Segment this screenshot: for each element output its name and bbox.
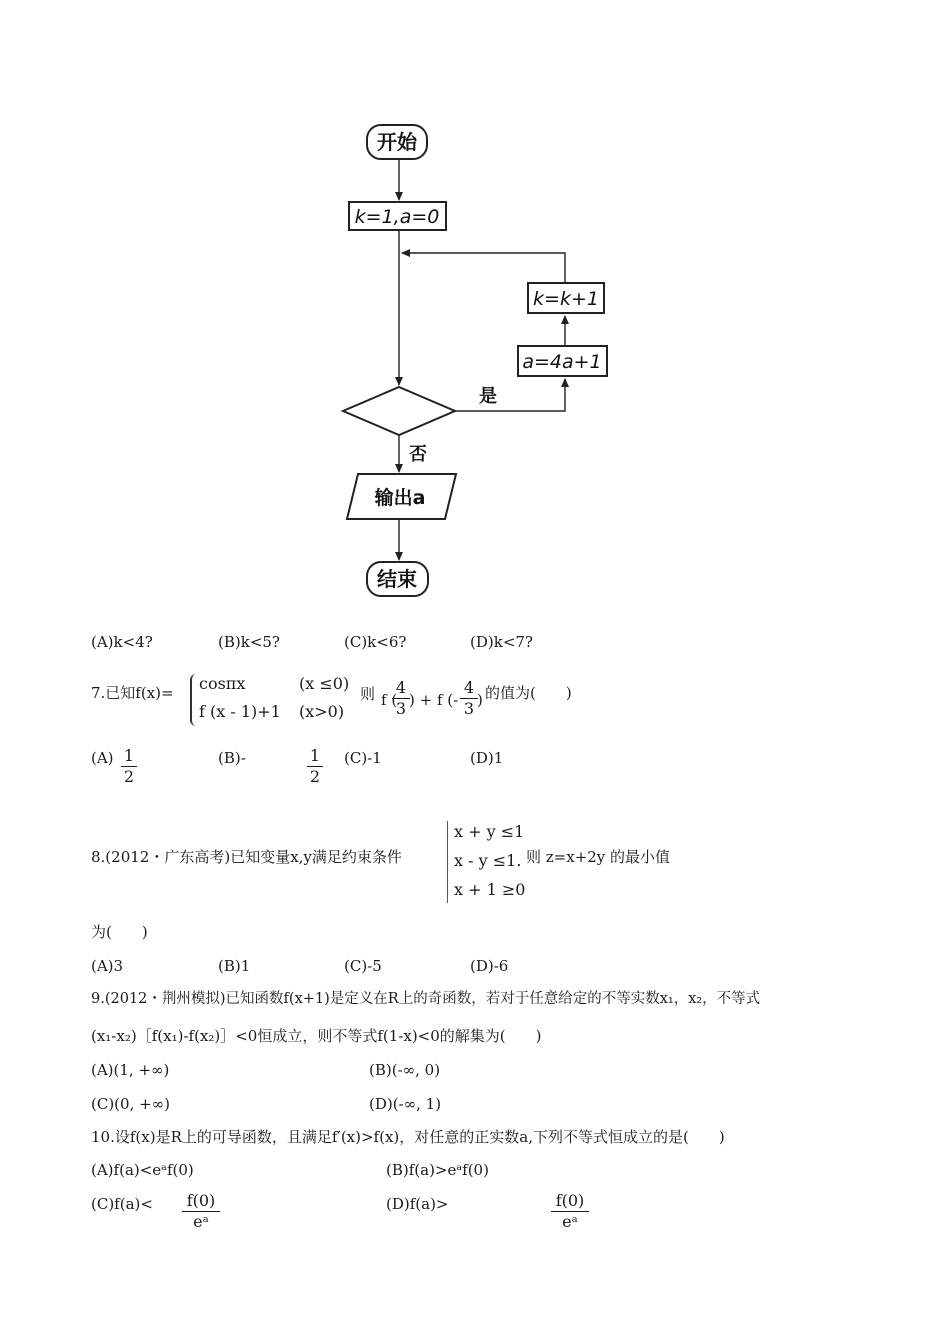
update-a-label: a=4a+1 (522, 351, 602, 373)
q7-frac-neg (460, 680, 478, 717)
q7-frac-pos (392, 680, 410, 717)
q6-option-c: (C)k<6? (344, 633, 407, 651)
q8-option-c: (C)-5 (344, 957, 382, 975)
q7-case2-expr: f (x - 1)+1 (199, 702, 281, 721)
q8-option-b: (B)1 (218, 957, 251, 975)
q7-option-b: (B)- (218, 749, 246, 767)
output-label: 输出a (374, 487, 426, 509)
q7-option-a-num: 1 (123, 746, 135, 765)
q7-plus-f-neg: ) + f (- (409, 691, 459, 709)
q8-constraint-1: x + y ≤1 (454, 822, 525, 841)
end-label: 结束 (377, 567, 417, 591)
q6-option-a: (A)k<4? (91, 633, 153, 651)
q7-tail: 的值为( ) (485, 684, 572, 702)
q8-tail: 则 z=x+2y 的最小值 (526, 848, 671, 866)
q10-option-a: (A)f(a)<eᵃf(0) (91, 1161, 194, 1179)
q8-line2: 为( ) (91, 923, 148, 941)
q7-brace (190, 674, 196, 726)
decision-diamond (343, 387, 455, 435)
q7-comma-then: 则 (360, 685, 376, 703)
q7-case1-expr: cosπx (199, 674, 246, 693)
q7-option-b-frac (307, 748, 323, 785)
q8-brace (447, 821, 448, 903)
q7-lead: 7.已知f(x)= (91, 684, 174, 702)
q7-frac-neg-num: 4 (463, 678, 475, 697)
q6-option-d: (D)k<7? (470, 633, 533, 651)
q7-option-c: (C)-1 (344, 749, 382, 767)
q7-close: ) (477, 691, 483, 709)
no-label: 否 (409, 444, 427, 465)
q7-frac-pos-num: 4 (395, 678, 407, 697)
q10-option-c: (C)f(a)< (91, 1195, 153, 1213)
q10-option-d-frac (551, 1193, 589, 1230)
q9-option-b: (B)(-∞, 0) (369, 1061, 441, 1079)
q9-line2: (x₁-x₂)［f(x₁)-f(x₂)］<0恒成立，则不等式f(1-x)<0的解集为( ) (91, 1027, 542, 1045)
q7-option-d: (D)1 (470, 749, 504, 767)
q9-line1: 9.(2012・荆州模拟)已知函数f(x+1)是定义在R上的奇函数，若对于任意给定的不等实数x₁，x₂，不等式 (91, 991, 761, 1007)
q7-option-a: (A) (91, 749, 114, 767)
q6-option-b: (B)k<5? (218, 633, 280, 651)
q9-option-d: (D)(-∞, 1) (369, 1095, 442, 1113)
q7-option-a-frac (121, 748, 137, 785)
q10-line1: 10.设f(x)是R上的可导函数，且满足f′(x)>f(x)，对任意的正实数a,下列不等式恒成立的是( ) (91, 1128, 725, 1146)
init-label: k=1,a=0 (354, 206, 440, 228)
q9-option-a: (A)(1, +∞) (91, 1061, 170, 1079)
q7-f-open: f ( (381, 691, 398, 709)
update-k-label: k=k+1 (533, 288, 599, 310)
q8-constraint-2: x - y ≤1. (454, 851, 522, 870)
q7-case2-cond: (x>0) (299, 702, 345, 721)
start-label: 开始 (377, 130, 417, 154)
q7-case1-cond: (x ≤0) (299, 674, 350, 693)
q10-option-c-num: f(0) (186, 1191, 216, 1210)
q10-option-d-den: eᵃ (562, 1212, 578, 1231)
q7-frac-pos-den: 3 (395, 699, 407, 718)
q8-lead: 8.(2012・广东高考)已知变量x,y满足约束条件 (91, 848, 402, 866)
yes-label: 是 (479, 386, 497, 407)
q9-option-c: (C)(0, +∞) (91, 1095, 171, 1113)
q8-option-a: (A)3 (91, 957, 124, 975)
q10-option-d-num: f(0) (555, 1191, 585, 1210)
q7-option-b-den: 2 (309, 767, 321, 786)
q10-option-b: (B)f(a)>eᵃf(0) (386, 1161, 489, 1179)
q7-frac-neg-den: 3 (463, 699, 475, 718)
q7-option-b-num: 1 (309, 746, 321, 765)
q8-constraint-3: x + 1 ≥0 (454, 880, 526, 899)
q10-option-c-frac (182, 1193, 220, 1230)
flowchart (0, 0, 950, 620)
q10-option-c-den: eᵃ (193, 1212, 209, 1231)
q7-option-a-den: 2 (123, 767, 135, 786)
q10-option-d: (D)f(a)> (386, 1195, 449, 1213)
q8-option-d: (D)-6 (470, 957, 509, 975)
